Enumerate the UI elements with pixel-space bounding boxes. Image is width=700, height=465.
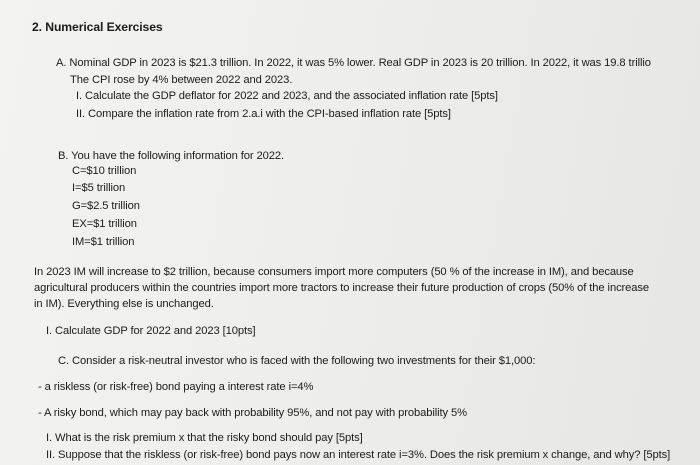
part-c-option-risky: - A risky bond, which may pay back with probability 95%, and not pay with probability 5% xyxy=(38,407,467,419)
section-title: 2. Numerical Exercises xyxy=(32,20,163,34)
part-a-question-1: I. Calculate the GDP deflator for 2022 and 2023, and the associated inflation rate [5pts] xyxy=(76,90,498,102)
part-c-question-2: II. Suppose that the riskless (or risk-free) bond pays now an interest rate i=3%. Does the risk premium x change, and why? [5pts] xyxy=(46,449,671,461)
component-investment: I=$5 trillion xyxy=(72,182,126,194)
part-c-question-1: I. What is the risk premium x that the risky bond should pay [5pts] xyxy=(46,432,363,444)
component-government: G=$2.5 trillion xyxy=(72,200,140,212)
part-b-paragraph-line-2: agricultural producers within the countries import more tractors to increase their future production of crops (50% of the increase xyxy=(34,282,650,294)
part-c-intro: C. Consider a risk-neutral investor who is faced with the following two investments for their $1,000: xyxy=(58,355,536,367)
part-c-option-riskless: - a riskless (or risk-free) bond paying a interest rate i=4% xyxy=(38,381,314,393)
component-imports: IM=$1 trillion xyxy=(72,236,135,248)
part-b-paragraph-line-1: In 2023 IM will increase to $2 trillion, because consumers import more computers (50 % of the increase in IM), and because xyxy=(34,266,634,278)
part-a-question-2: II. Compare the inflation rate from 2.a.i with the CPI-based inflation rate [5pts] xyxy=(76,108,451,120)
part-a-intro-line-2: The CPI rose by 4% between 2022 and 2023. xyxy=(70,74,293,86)
component-exports: EX=$1 trillion xyxy=(72,218,137,230)
part-b-intro: B. You have the following information for 2022. xyxy=(58,150,285,162)
part-a-intro-line-1: A. Nominal GDP in 2023 is $21.3 trillion. In 2022, it was 5% lower. Real GDP in 2023 is 20 trillion. In 2022, it was 19.8 trillio xyxy=(56,57,651,69)
part-b-question-1: I. Calculate GDP for 2022 and 2023 [10pts] xyxy=(46,325,256,337)
part-b-paragraph-line-3: in IM). Everything else is unchanged. xyxy=(34,298,214,310)
component-consumption: C=$10 trillion xyxy=(72,165,137,177)
